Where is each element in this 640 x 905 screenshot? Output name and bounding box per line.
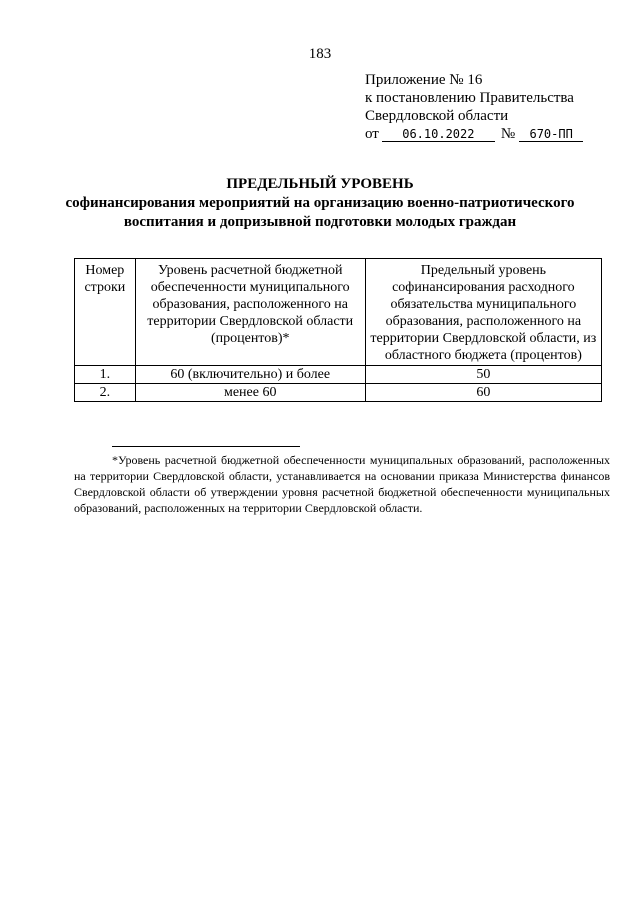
appendix-region-line: Свердловской области xyxy=(365,108,509,124)
footnote: *Уровень расчетной бюджетной обеспеченности муниципальных образований, расположенных на территории Свердловской области, устанавливается на основании приказа Министерства финансов Свердловской области об утверждении уровня расчетной бюджетной обеспеченности муниципальных образований, расположенных на территории Свердловской области. xyxy=(74,453,610,515)
appendix-title: Приложение № 16 xyxy=(365,72,483,88)
cell-row-number: 2. xyxy=(75,384,136,402)
document-title xyxy=(0,175,640,232)
header-cofinancing-limit: Предельный уровень софинансирования расходного обязательства муниципального образования, расположенного на территории Свердловской области, из областного бюджета (процентов) xyxy=(365,259,601,366)
cell-budget-level: менее 60 xyxy=(135,384,365,402)
table-row xyxy=(75,366,602,384)
title-heading: ПРЕДЕЛЬНЫЙ УРОВЕНЬ xyxy=(226,176,414,192)
table-header-row xyxy=(75,259,602,366)
page-number: 183 xyxy=(308,46,332,62)
footnote-divider xyxy=(112,446,300,447)
cell-cofinancing-limit: 50 xyxy=(365,366,601,384)
cell-budget-level: 60 (включительно) и более xyxy=(135,366,365,384)
decree-date: 06.10.2022 xyxy=(382,127,495,142)
table-row xyxy=(75,384,602,402)
cell-row-number: 1. xyxy=(75,366,136,384)
cell-cofinancing-limit: 60 xyxy=(365,384,601,402)
appendix-block xyxy=(365,71,583,143)
number-sign: № xyxy=(500,126,516,142)
title-subtitle-line-1: софинансирования мероприятий на организацию военно-патриотического xyxy=(65,195,575,211)
limits-table xyxy=(74,258,602,402)
appendix-date-row xyxy=(365,125,583,143)
header-budget-level: Уровень расчетной бюджетной обеспеченности муниципального образования, расположенного на территории Свердловской области (процентов)* xyxy=(135,259,365,366)
title-subtitle-line-2: воспитания и допризывной подготовки молодых граждан xyxy=(123,214,517,230)
date-prefix: от xyxy=(365,126,379,142)
appendix-decree-line: к постановлению Правительства xyxy=(365,90,574,106)
decree-number: 670-ПП xyxy=(519,127,583,142)
header-row-number: Номер строки xyxy=(75,259,136,366)
